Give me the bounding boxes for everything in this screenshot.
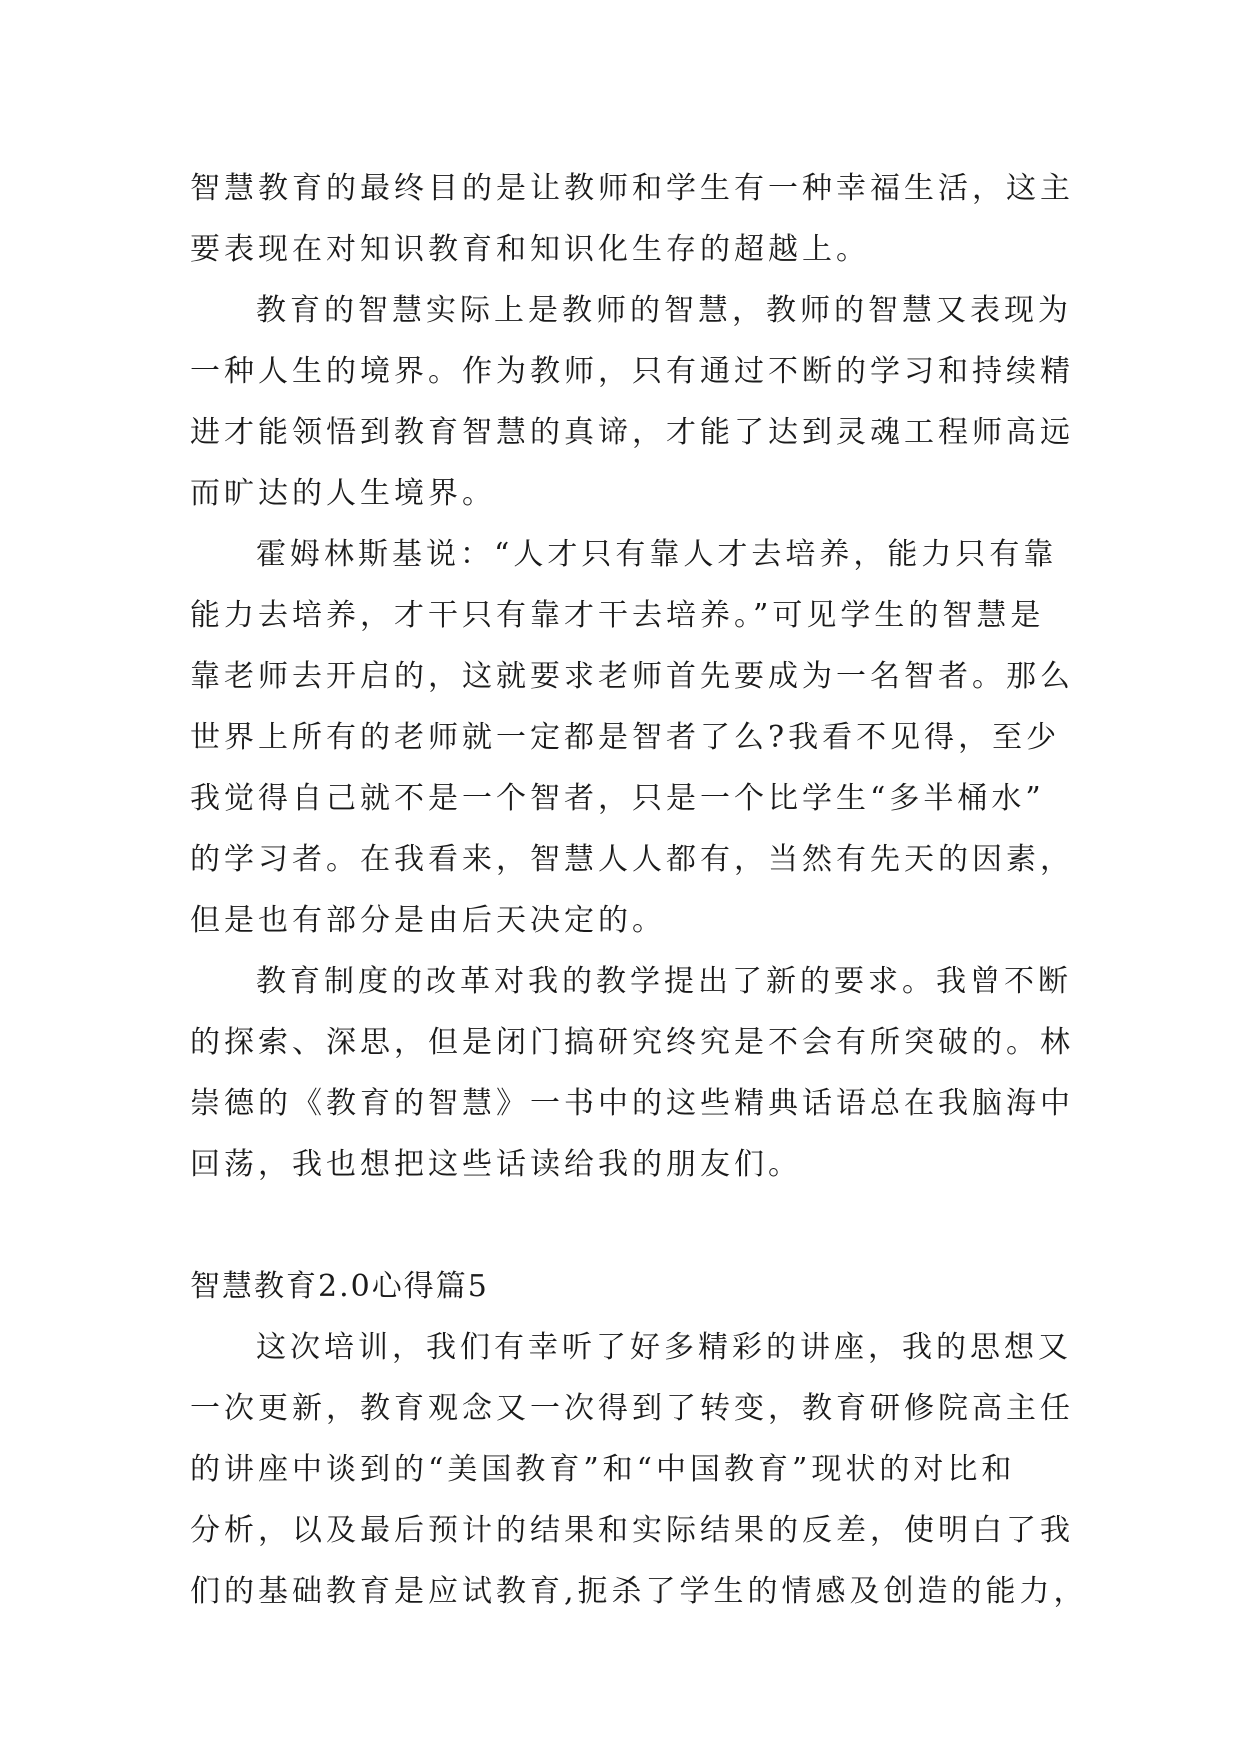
text-line: 智慧教育的最终目的是让教师和学生有一种幸福生活，这主 <box>190 171 1074 206</box>
paragraph-2 <box>190 280 1074 524</box>
text-line: 世界上所有的老师就一定都是智者了么?我看不见得，至少 <box>190 720 1061 755</box>
paragraph-4 <box>190 951 1074 1195</box>
section-heading: 智慧教育2.0心得篇5 <box>190 1269 489 1304</box>
text-line: 要表现在对知识教育和知识化生存的超越上。 <box>190 232 870 267</box>
text-line: 回荡，我也想把这些话读给我的朋友们。 <box>190 1147 802 1182</box>
text-line: 霍姆林斯基说：“人才只有靠人才去培养，能力只有靠 <box>256 537 1058 572</box>
paragraph-3 <box>190 524 1074 951</box>
text-line: 但是也有部分是由后天决定的。 <box>190 903 666 938</box>
text-line: 的学习者。在我看来，智慧人人都有，当然有先天的因素， <box>190 842 1074 877</box>
text-line: 进才能领悟到教育智慧的真谛，才能了达到灵魂工程师高远 <box>190 415 1074 450</box>
text-line: 一种人生的境界。作为教师，只有通过不断的学习和持续精 <box>190 354 1074 389</box>
text-line: 的探索、深思，但是闭门搞研究终究是不会有所突破的。林 <box>190 1025 1074 1060</box>
section-spacer <box>190 1195 1050 1256</box>
text-line: 教育制度的改革对我的教学提出了新的要求。我曾不断 <box>256 964 1072 999</box>
text-line: 我觉得自己就不是一个智者，只是一个比学生“多半桶水” <box>190 781 1045 816</box>
text-line: 这次培训，我们有幸听了好多精彩的讲座，我的思想又 <box>256 1330 1072 1365</box>
text-line: 的讲座中谈到的“美国教育”和“中国教育”现状的对比和 <box>190 1452 1016 1487</box>
section-paragraph <box>190 1317 1088 1622</box>
text-line: 分析，以及最后预计的结果和实际结果的反差，使明白了我 <box>190 1513 1074 1548</box>
text-line: 靠老师去开启的，这就要求老师首先要成为一名智者。那么 <box>190 659 1074 694</box>
document-body <box>190 158 1088 1622</box>
text-line: 崇德的《教育的智慧》一书中的这些精典话语总在我脑海中 <box>190 1086 1074 1121</box>
text-line: 能力去培养，才干只有靠才干去培养。”可见学生的智慧是 <box>190 598 1045 633</box>
text-line: 们的基础教育是应试教育,扼杀了学生的情感及创造的能力， <box>190 1574 1088 1609</box>
text-line: 而旷达的人生境界。 <box>190 476 496 511</box>
text-line: 教育的智慧实际上是教师的智慧，教师的智慧又表现为 <box>256 293 1072 328</box>
text-line: 一次更新，教育观念又一次得到了转变，教育研修院高主任 <box>190 1391 1074 1426</box>
paragraph-1 <box>190 158 1074 280</box>
